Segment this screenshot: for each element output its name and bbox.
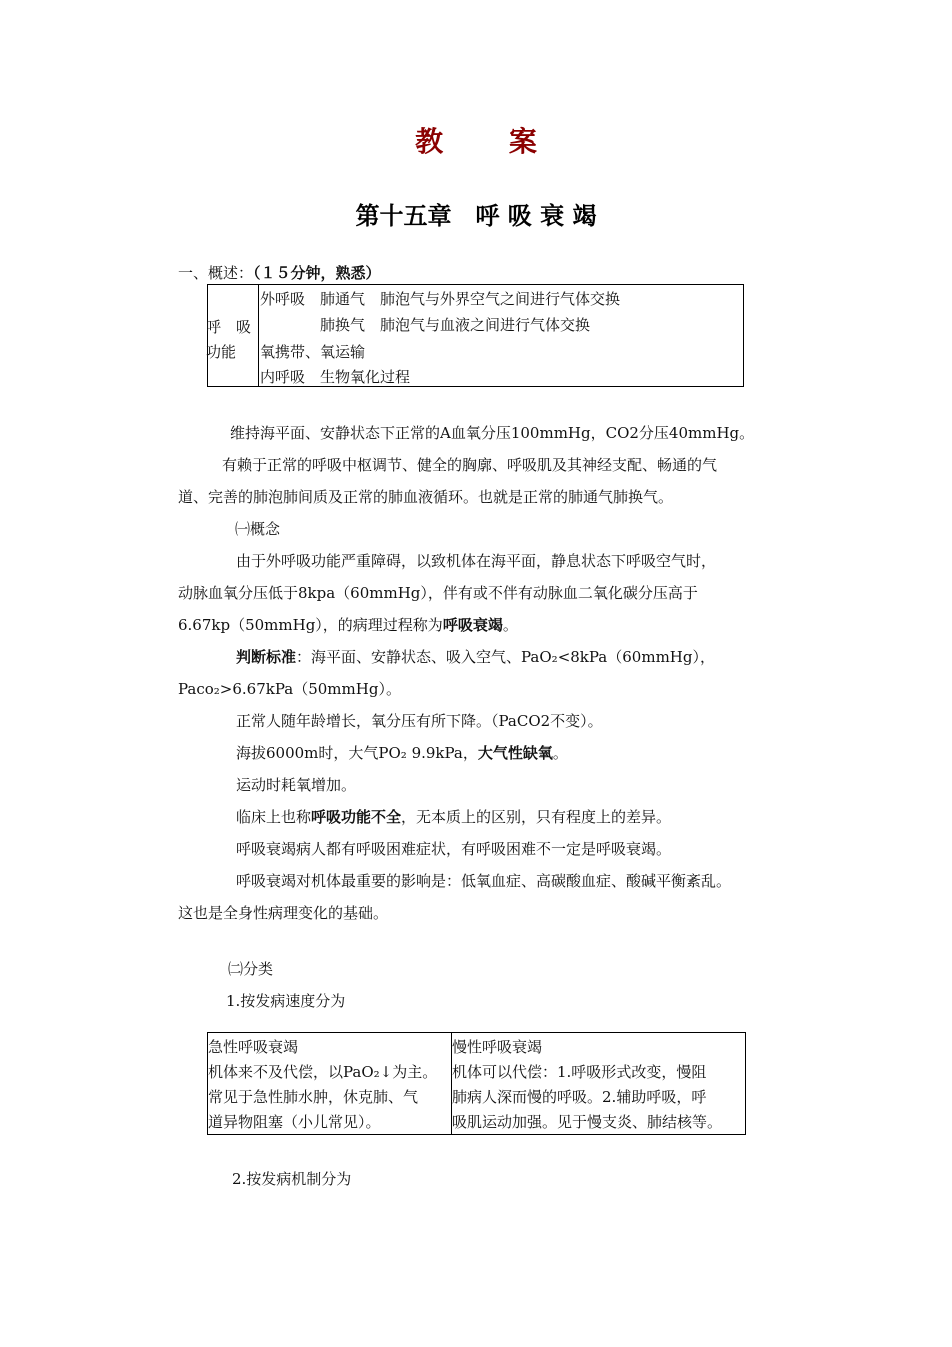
clinical-text: 临床上也称 bbox=[236, 808, 312, 826]
table-cell: 吸肌运动加强。见于慢支炎、肺结核等。 bbox=[452, 1113, 723, 1131]
paragraph-exercise: 运动时耗氧增加。 bbox=[236, 776, 357, 794]
paragraph-definition-2: 动脉血氧分压低于8kpa（60mmHg），伴有或不伴有动脉血二氧化碳分压高于 bbox=[178, 584, 698, 602]
classification-by-speed: 1.按发病速度分为 bbox=[226, 992, 346, 1010]
paragraph-definition-3 bbox=[178, 614, 518, 636]
criteria-text: ：海平面、安静状态、吸入空气、PaO₂<8kPa（60mmHg）， bbox=[296, 648, 715, 666]
table-cell: 道异物阻塞（小儿常见）。 bbox=[208, 1113, 381, 1131]
paragraph-dependency-2: 道、完善的肺泡肺间质及正常的肺血液循环。也就是正常的肺通气肺换气。 bbox=[178, 488, 674, 506]
paragraph-dependency-1: 有赖于正常的呼吸中枢调节、健全的胸廓、呼吸肌及其神经支配、畅通的气 bbox=[222, 456, 718, 474]
altitude-term: 大气性缺氧 bbox=[477, 744, 553, 762]
concept-heading: ㈠概念 bbox=[235, 520, 281, 538]
clinical-end: ，无本质上的区别，只有程度上的差异。 bbox=[401, 808, 672, 826]
table-cell: 慢性呼吸衰竭 bbox=[452, 1038, 543, 1056]
classification-heading: ㈡分类 bbox=[228, 960, 274, 978]
classification-by-mechanism: 2.按发病机制分为 bbox=[232, 1170, 352, 1188]
criteria-label: 判断标准 bbox=[236, 648, 297, 666]
heading-prefix: 一、概述： bbox=[178, 264, 254, 282]
paragraph-clinical bbox=[236, 806, 671, 828]
paragraph-normal-values: 维持海平面、安静状态下正常的A血氧分压100mmHg，CO2分压40mmHg。 bbox=[230, 424, 755, 442]
resp-row: 外呼吸 肺通气 肺泡气与外界空气之间进行气体交换 bbox=[260, 290, 621, 308]
classification-table bbox=[207, 1032, 746, 1135]
chapter-title: 第十五章 呼 吸 衰 竭 bbox=[355, 202, 597, 230]
table-cell: 机体来不及代偿，以PaO₂↓为主。 bbox=[208, 1063, 438, 1081]
resp-row: 肺换气 肺泡气与血液之间进行气体交换 bbox=[260, 316, 591, 334]
table-cell: 急性呼吸衰竭 bbox=[208, 1038, 299, 1056]
paragraph-effects-2: 这也是全身性病理变化的基础。 bbox=[178, 904, 389, 922]
document-title: 教 案 bbox=[415, 125, 565, 158]
acute-column bbox=[208, 1035, 437, 1135]
respiration-function-table bbox=[207, 284, 744, 387]
paragraph-effects-1: 呼吸衰竭对机体最重要的影响是：低氧血症、高碳酸血症、酸碱平衡紊乱。 bbox=[236, 872, 732, 890]
paragraph-altitude bbox=[236, 742, 568, 764]
definition-end: 。 bbox=[502, 616, 518, 634]
table-cell: 机体可以代偿：1.呼吸形式改变，慢阻 bbox=[452, 1063, 707, 1081]
chronic-column bbox=[452, 1035, 722, 1135]
definition-term: 呼吸衰竭 bbox=[442, 616, 503, 634]
altitude-text: 海拔6000m时，大气PO₂ 9.9kPa， bbox=[236, 744, 478, 762]
clinical-term: 呼吸功能不全 bbox=[311, 808, 402, 826]
criteria-line-2: Paco₂>6.67kPa（50mmHg）。 bbox=[178, 680, 401, 698]
paragraph-dyspnea: 呼吸衰竭病人都有呼吸困难症状，有呼吸困难不一定是呼吸衰竭。 bbox=[236, 840, 672, 858]
table-divider bbox=[258, 285, 259, 386]
table-cell: 常见于急性肺水肿，休克肺、气 bbox=[208, 1088, 419, 1106]
resp-row: 氧携带、氧运输 bbox=[260, 343, 366, 361]
resp-row: 内呼吸 生物氧化过程 bbox=[260, 368, 411, 386]
paragraph-age: 正常人随年龄增长，氧分压有所下降。（PaCO2不变）。 bbox=[236, 712, 603, 730]
altitude-end: 。 bbox=[552, 744, 568, 762]
criteria-line-1 bbox=[236, 646, 715, 668]
resp-left-label-2: 功能 bbox=[206, 343, 237, 361]
paragraph-definition-1: 由于外呼吸功能严重障碍，以致机体在海平面，静息状态下呼吸空气时， bbox=[236, 552, 717, 570]
definition-text: 6.67kp（50mmHg），的病理过程称为 bbox=[178, 616, 443, 634]
heading-note: （１５分钟，熟悉） bbox=[253, 264, 381, 282]
section-overview-heading bbox=[178, 262, 381, 284]
table-cell: 肺病人深而慢的呼吸。2.辅助呼吸，呼 bbox=[452, 1088, 707, 1106]
resp-left-label-1: 呼 吸 bbox=[206, 318, 252, 336]
